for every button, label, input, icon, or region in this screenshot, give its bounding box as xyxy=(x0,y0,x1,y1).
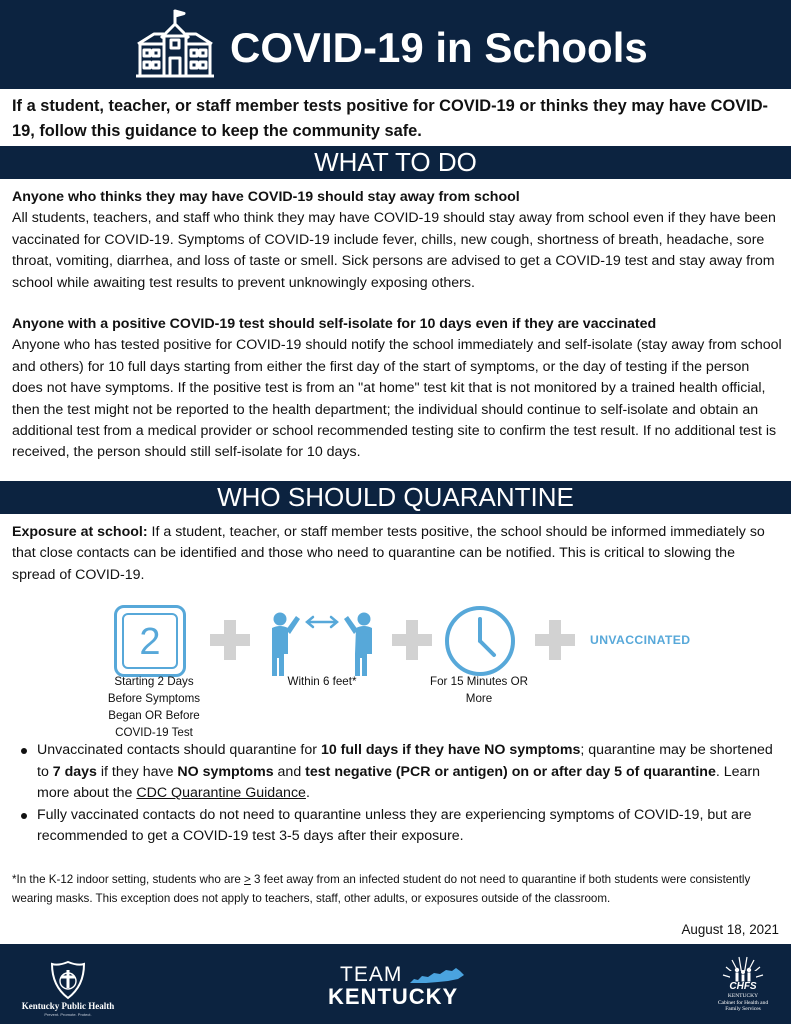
calendar-2-days-icon xyxy=(114,605,186,677)
guidance-heading: Anyone with a positive COVID-19 test should self-isolate for 10 days even if they are vaccinated xyxy=(12,316,657,332)
school-building-icon xyxy=(134,8,216,80)
clock-icon xyxy=(443,604,517,678)
kentucky-state-icon xyxy=(408,967,466,985)
cdc-quarantine-guidance-link[interactable]: CDC Quarantine Guidance xyxy=(136,785,306,802)
quarantine-bullets xyxy=(18,740,786,848)
exposure-label: Exposure at school: xyxy=(12,524,148,540)
guidance-block-self-isolate xyxy=(12,314,782,464)
bullet-bold-text: NO symptoms xyxy=(177,763,274,780)
chfs-logo xyxy=(712,955,774,1021)
guidance-body: Anyone who has tested positive for COVID-19 should notify the school immediately and self-isolate (stay away from school and others) for 10 full days starting from either the first day of the start of symptoms, or the day of testing if the person does not have symptoms. If the positive test is from an "at home" test kit that is not monitored by a trained health official, then the test might not be reported to the health department; the individual should continue to self-isolate and obtain an additional test from a medical provider or school recommended testing site to confirm the test result. If no additional test is received, the person should still self-isolate for 10 days. xyxy=(12,337,782,461)
plus-icon xyxy=(210,620,250,660)
people-distance-icon xyxy=(262,610,382,678)
sunburst-family-icon xyxy=(720,955,766,983)
bullet-text: . xyxy=(305,785,310,802)
section-heading-who-should-quarantine: WHO SHOULD QUARANTINE xyxy=(0,481,791,514)
intro-text: If a student, teacher, or staff member tests positive for COVID-19 or thinks they may have COVID-19, follow this guidance to keep the community safe. xyxy=(12,97,768,140)
bullet-text: if they have xyxy=(96,763,178,780)
kph-tagline: Prevent. Promote. Protect. xyxy=(44,1012,92,1017)
bullet-bold-text: 10 full days if they have NO symptoms xyxy=(320,742,581,758)
kentucky-label: KENTUCKY xyxy=(328,984,459,1009)
bullet-vaccinated: Fully vaccinated contacts do not need to quarantine unless they are experiencing symptoms of COVID-19, but are recommended to get a COVID-19 test 3-5 days after their exposure. xyxy=(18,805,786,848)
exposure-text: If a student, teacher, or staff member tests positive, the school should be informed immediately so that close contacts can be identified and those who need to quarantine can be notified. This is critical to slowing the spread of COVID-19. xyxy=(12,524,765,583)
footnote-text: *In the K-12 indoor setting, students who are xyxy=(12,873,245,886)
chfs-line: Cabinet for Health and xyxy=(717,999,769,1006)
days-number: 2 xyxy=(122,613,178,669)
chfs-line: Family Services xyxy=(725,1006,761,1012)
page-title: COVID-19 in Schools xyxy=(230,24,648,71)
section-heading-what-to-do: WHAT TO DO xyxy=(0,146,791,179)
time-caption: For 15 Minutes OR More xyxy=(430,675,528,705)
guidance-heading: Anyone who thinks they may have COVID-19 should stay away from school xyxy=(12,189,520,205)
bullet-bold-text: 7 days xyxy=(52,763,97,780)
footnote-text: 3 feet away from an infected student do not need to quarantine if both students were consistently wearing masks. This exception does not apply to teachers, staff, other adults, or exposures outside of the classroom. xyxy=(12,873,751,905)
bullet-text: ; quarantine may be shortened to xyxy=(37,742,773,780)
bullet-text: Unvaccinated contacts should quarantine for xyxy=(37,742,321,758)
guidance-body: All students, teachers, and staff who think they may have COVID-19 should stay away from school even if they have been vaccinated for COVID-19. Symptoms of COVID-19 include fever, chills, new cough, shortness of breath, headache, sore throat, vomiting, diarrhea, and loss of taste or smell. Sick persons are advised to get a COVID-19 test and stay away from school while awaiting test results to prevent unknowingly exposing others. xyxy=(12,210,776,291)
unvaccinated-label: UNVACCINATED xyxy=(590,633,691,647)
bullet-bold-text: test negative (PCR or antigen) on or after day 5 of quarantine xyxy=(305,763,716,780)
shield-icon xyxy=(50,960,86,1000)
kph-name: Kentucky Public Health xyxy=(21,1001,115,1011)
days-caption: Starting 2 Days Before Symptoms Began OR Before COVID-19 Test xyxy=(107,675,201,739)
plus-icon xyxy=(392,620,432,660)
guidance-block-stay-away xyxy=(12,187,782,294)
bullet-unvaccinated xyxy=(18,740,786,805)
bullet-text: and xyxy=(273,763,306,780)
distance-caption: Within 6 feet* xyxy=(287,675,357,688)
chfs-line: KENTUCKY xyxy=(727,993,759,999)
plus-icon xyxy=(535,620,575,660)
team-label: TEAM xyxy=(340,963,403,986)
chfs-abbreviation: CHFS xyxy=(729,981,757,992)
greater-equal-symbol: > xyxy=(244,873,251,886)
footnote xyxy=(12,870,782,908)
chfs-full-name xyxy=(712,993,774,1013)
exposure-paragraph xyxy=(12,522,782,586)
kentucky-public-health-logo xyxy=(18,960,118,1018)
title-banner xyxy=(0,0,791,89)
bullet-text: . Learn more about the xyxy=(37,763,761,802)
publish-date: August 18, 2021 xyxy=(681,922,779,937)
